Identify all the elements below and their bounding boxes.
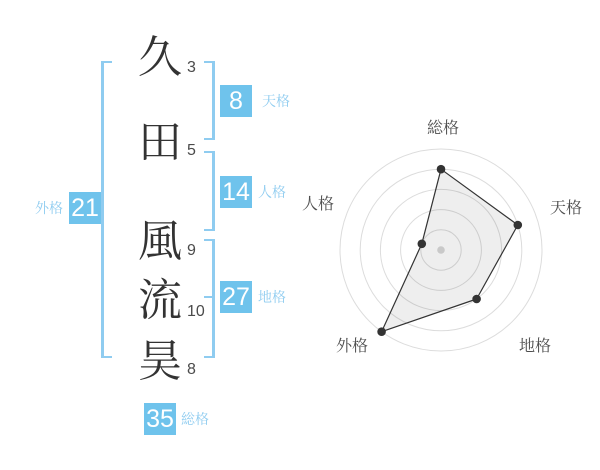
radar-axis-label-soukaku: 総格 [426, 120, 459, 137]
name-character: 流 [138, 276, 182, 325]
tenkaku-label: 天格 [262, 93, 290, 109]
jinkaku-label: 人格 [258, 184, 286, 200]
radar-axis-label-chikaku: 地格 [519, 338, 552, 355]
radar-data-point [437, 165, 446, 174]
stroke-count: 8 [187, 361, 196, 378]
jinkaku-value-badge: 14 [220, 176, 252, 208]
name-character: 田 [138, 118, 182, 167]
tenkaku-value-badge: 8 [220, 85, 252, 117]
gaikaku-label: 外格 [35, 200, 63, 216]
jinkaku-bracket [204, 151, 215, 231]
name-character: 昊 [138, 337, 182, 386]
radar-data-point [472, 295, 481, 304]
gaikaku-value-badge: 21 [69, 192, 101, 224]
chikaku-bracket [204, 239, 215, 358]
chikaku-bracket-tick [204, 296, 215, 298]
stroke-count: 5 [187, 142, 196, 159]
chikaku-value-badge: 27 [220, 281, 252, 313]
gaikaku-bracket [101, 61, 112, 358]
radar-axis-label-tenkaku: 天格 [550, 200, 583, 217]
chikaku-label: 地格 [258, 289, 286, 305]
radar-chart [332, 141, 550, 359]
radar-axis-label-jinkaku: 人格 [302, 196, 335, 213]
stroke-count: 9 [187, 242, 196, 259]
radar-data-point [377, 327, 386, 336]
tenkaku-bracket [204, 61, 215, 140]
stroke-count: 3 [187, 59, 196, 76]
name-character: 風 [138, 217, 182, 266]
radar-data-point [418, 240, 427, 249]
soukaku-label: 総格 [181, 411, 209, 427]
stroke-count: 10 [187, 303, 205, 320]
radar-data-point [514, 221, 523, 230]
soukaku-value-badge: 35 [144, 403, 176, 435]
radar-axis-label-gaikaku: 外格 [336, 338, 369, 355]
name-character: 久 [138, 33, 182, 82]
radar-center-dot [437, 246, 445, 254]
